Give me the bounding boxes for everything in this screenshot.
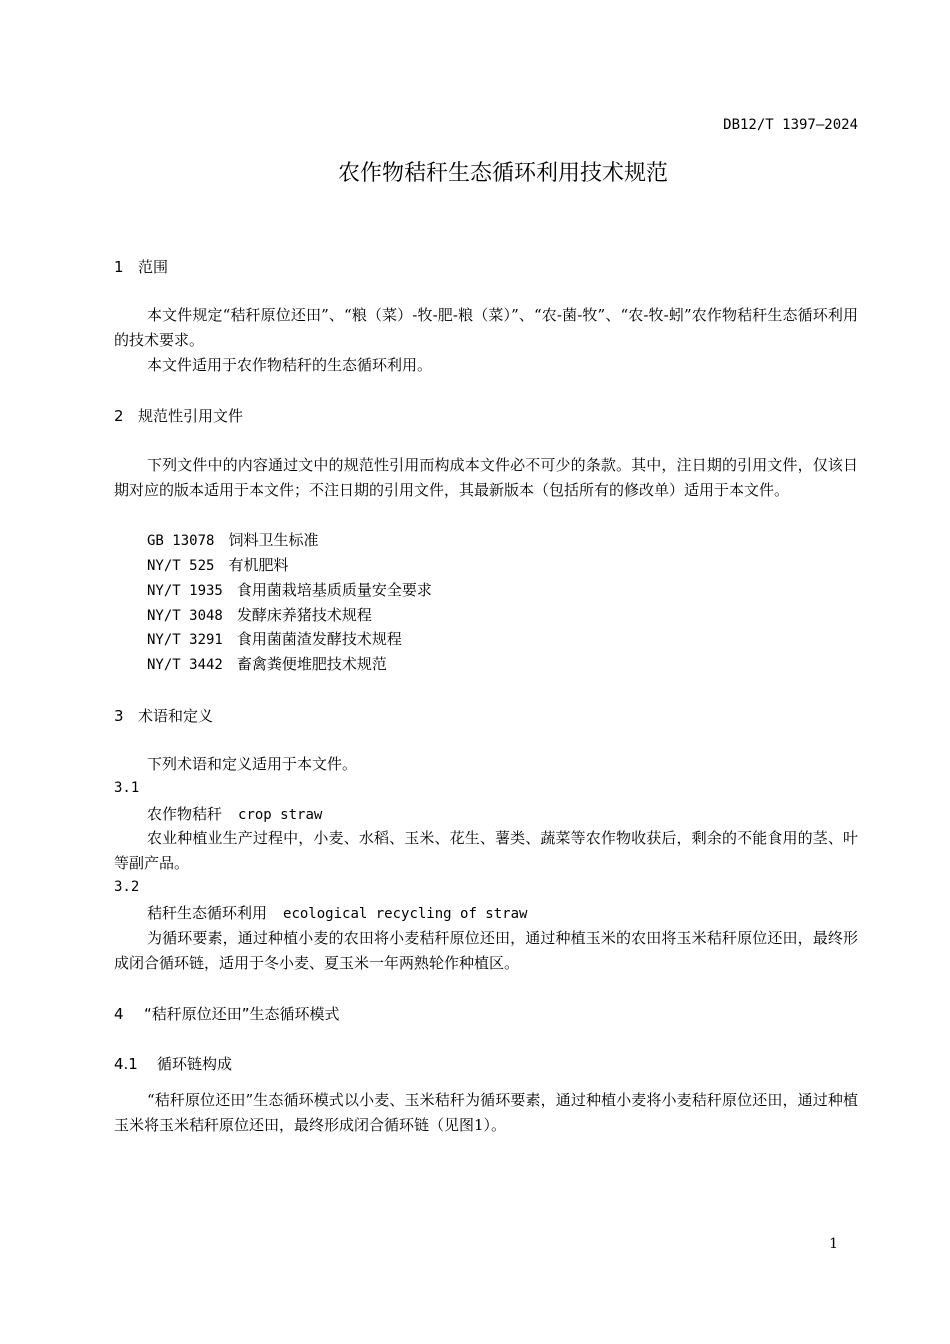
subsection-title: 循环链构成	[157, 1055, 233, 1073]
section-1-heading	[114, 256, 168, 277]
reference-code: NY/T 3442	[147, 657, 223, 673]
term-number: 3.1	[114, 780, 140, 796]
section-title: 术语和定义	[138, 707, 214, 725]
page-number: 1	[829, 1236, 838, 1252]
section-number: 4	[114, 1005, 124, 1023]
reference-name: 食用菌菌渣发酵技术规程	[236, 630, 402, 648]
term-number: 3.2	[114, 879, 140, 895]
scope-applicability: 本文件适用于农作物秸秆的生态循环利用。	[147, 356, 433, 374]
reference-code: NY/T 3291	[147, 632, 223, 648]
reference-item	[147, 604, 372, 625]
normative-references-intro: 下列文件中的内容通过文中的规范性引用而构成本文件必不可少的条款。其中，注日期的引用文件，仅该日期对应的版本适用于本文件；不注日期的引用文件，其最新版本（包括所有的修改单）适用于本文件。	[114, 456, 858, 499]
reference-item	[147, 554, 288, 575]
reference-item	[147, 653, 387, 674]
term-en: ecological recycling of straw	[283, 906, 528, 922]
cycle-chain-paragraph: “秸秆原位还田”生态循环模式以小麦、玉米秸秆为循环要素，通过种植小麦将小麦秸秆原位还田，通过种植玉米将玉米秸秆原位还田，最终形成闭合循环链（见图1）。	[114, 1091, 858, 1134]
document-title: 农作物秸秆生态循环利用技术规范	[337, 161, 668, 186]
reference-code: NY/T 3048	[147, 608, 223, 624]
reference-code: NY/T 1935	[147, 583, 223, 599]
reference-item	[147, 529, 318, 550]
section-title: 规范性引用文件	[138, 407, 244, 425]
section-3-heading	[114, 705, 213, 726]
reference-item	[147, 579, 432, 600]
term-definition: 为循环要素，通过种植小麦的农田将小麦秸秆原位还田，通过种植玉米的农田将玉米秸秆原位还田，最终形成闭合循环链，适用于冬小麦、夏玉米一年两熟轮作种植区。	[114, 929, 858, 972]
reference-code: GB 13078	[147, 533, 215, 549]
section-number: 1	[114, 258, 124, 276]
section-title: “秸秆原位还田”生态循环模式	[144, 1005, 340, 1023]
reference-name: 发酵床养猪技术规程	[236, 606, 372, 624]
section-number: 3	[114, 707, 124, 725]
section-2-heading	[114, 405, 243, 426]
subsection-4-1-heading	[114, 1053, 232, 1074]
reference-name: 食用菌栽培基质质量安全要求	[236, 581, 432, 599]
section-title: 范围	[138, 258, 169, 276]
reference-item	[147, 628, 402, 649]
section-4-heading	[114, 1003, 340, 1024]
term-definition: 农业种植业生产过程中，小麦、水稻、玉米、花生、薯类、蔬菜等农作物收获后，剩余的不能食用的茎、叶等副产品。	[114, 829, 858, 872]
scope-paragraph: 本文件规定“秸秆原位还田”、“粮（菜）-牧-肥-粮（菜）”、“农-菌-牧”、“农-牧-蚓”农作物秸秆生态循环利用的技术要求。	[114, 306, 858, 349]
term-zh: 农作物秸秆	[147, 805, 223, 823]
section-number: 2	[114, 407, 124, 425]
reference-name: 饲料卫生标准	[228, 531, 319, 549]
reference-name: 有机肥料	[228, 556, 289, 574]
term-zh: 秸秆生态循环利用	[147, 904, 268, 922]
term-heading	[147, 902, 527, 923]
reference-code: NY/T 525	[147, 558, 215, 574]
term-en: crop straw	[238, 807, 323, 823]
standard-number: DB12/T 1397—2024	[723, 117, 858, 133]
subsection-number: 4.1	[114, 1055, 138, 1073]
terms-intro: 下列术语和定义适用于本文件。	[147, 755, 358, 773]
reference-name: 畜禽粪便堆肥技术规范	[236, 655, 387, 673]
term-heading	[147, 803, 322, 824]
